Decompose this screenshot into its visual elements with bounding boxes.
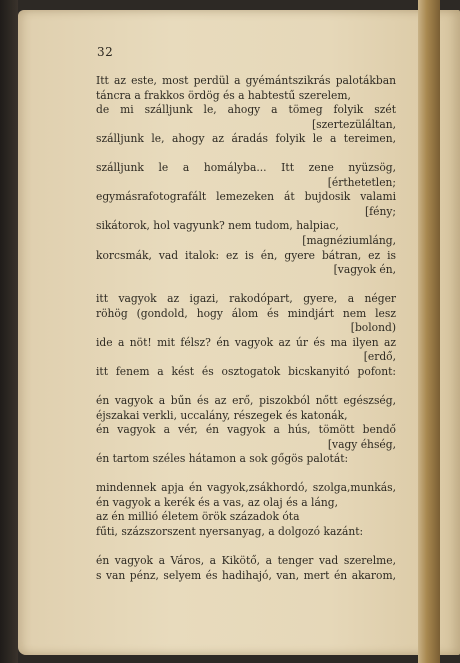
- poem-text: [96, 74, 396, 583]
- poem-line: [erdő,: [363, 350, 396, 364]
- poem-line: éjszakai verkli, uccalány, részegek és katonák,: [96, 408, 348, 422]
- poem-line: itt vagyok az igazi, rakodópart, gyere, a néger: [96, 292, 396, 306]
- poem-line: én vagyok a bűn és az erő, piszokból nőtt egészség,: [96, 394, 396, 408]
- poem-line: [bolond): [350, 321, 396, 335]
- stanza-gap: [96, 467, 396, 482]
- poem-line: én vagyok a vér, én vagyok a hús, tömött bendő: [96, 423, 396, 437]
- poem-line: [magnéziumláng,: [302, 234, 396, 248]
- poem-line: [vagy éhség,: [327, 437, 396, 451]
- poem-line: én vagyok a Város, a Kikötő, a tenger vad szerelme,: [96, 554, 396, 568]
- poem-line: [szertezüláltan,: [311, 117, 396, 131]
- poem-line: [vagyok én,: [333, 263, 396, 277]
- poem-line: egymásrafotografált lemezeken át bujdosik valami: [96, 190, 396, 204]
- poem-line: [érthetetlen;: [327, 175, 396, 189]
- poem-line: Itt az este, most perdül a gyémántszikrás palotákban: [96, 74, 396, 87]
- stanza-gap: [96, 379, 396, 394]
- poem-line: szálljunk le a homályba... Itt zene nyüzsög,: [96, 161, 396, 175]
- page-number: 32: [97, 45, 114, 59]
- poem-line: én vagyok a kerék és a vas, az olaj és a láng,: [96, 495, 338, 509]
- poem-line: ide a nöt! mit félsz? én vagyok az úr és ma ilyen az: [96, 335, 396, 349]
- poem-line: [fény;: [365, 204, 396, 218]
- poem-line: táncra a frakkos ördög és a habtestű szerelem,: [96, 88, 351, 102]
- poem-line: de mi szálljunk le, ahogy a tömeg folyik szét: [96, 103, 396, 117]
- book-edge: [0, 0, 18, 663]
- poem-line: szálljunk le, ahogy az áradás folyik le a tereimen,: [96, 132, 396, 146]
- stanza-gap: [96, 540, 396, 555]
- poem-line: az én millió életem örök századok óta: [96, 510, 300, 524]
- poem-line: fűti, százszorszent nyersanyag, a dolgozó kazánt:: [96, 524, 364, 538]
- poem-line: sikátorok, hol vagyunk? nem tudom, halpiac,: [96, 219, 339, 233]
- poem-line: s van pénz, selyem és hadihajó, van, mert én akarom,: [96, 568, 396, 582]
- poem-line: röhög (gondold, hogy álom és mindjárt nem lesz: [96, 306, 396, 320]
- poem-line: mindennek apja én vagyok,zsákhordó, szolga,munkás,: [96, 481, 396, 495]
- poem-line: korcsmák, vad italok: ez is én, gyere bátran, ez is: [96, 248, 396, 262]
- poem-line: én tartom széles hátamon a sok gőgös palotát:: [96, 452, 349, 466]
- stanza-gap: [96, 147, 396, 162]
- poem-line: itt fenem a kést és osztogatok bicskanyitó pofont:: [96, 364, 396, 378]
- stanza-gap: [96, 278, 396, 293]
- book-binding: [418, 0, 440, 663]
